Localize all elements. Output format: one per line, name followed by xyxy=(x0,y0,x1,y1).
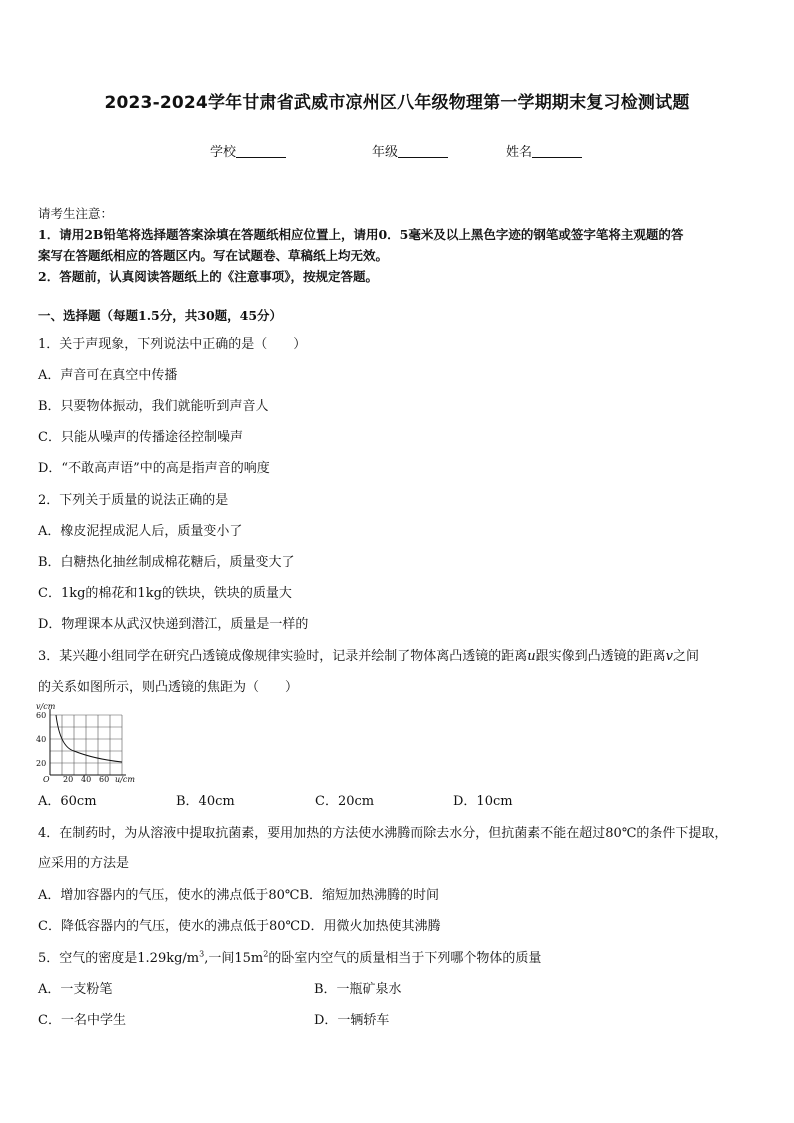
document-title: 2023-2024学年甘肃省武威市凉州区八年级物理第一学期期末复习检测试题 xyxy=(104,93,690,113)
question-2-option-a: A．橡皮泥捏成泥人后，质量变小了 xyxy=(38,524,243,539)
question-3-option-b: B．40cm xyxy=(176,794,235,809)
school-blank xyxy=(236,144,286,158)
question-1-option-d: D．“不敢高声语”中的高是指声音的响度 xyxy=(38,461,270,476)
question-5-option-b: B．一瓶矿泉水 xyxy=(314,982,402,997)
question-5-option-c: C．一名中学生 xyxy=(38,1013,126,1028)
question-5-stem xyxy=(38,947,541,966)
question-5-option-d: D．一辆轿车 xyxy=(314,1013,390,1028)
question-1-option-c: C．只能从噪声的传播途径控制噪声 xyxy=(38,430,243,445)
graph-ytick-60: 60 xyxy=(36,711,47,720)
q3-var-v: v xyxy=(665,649,674,664)
grade-label: 年级 xyxy=(372,145,399,160)
name-field xyxy=(506,141,582,160)
graph-ytick-40: 40 xyxy=(36,735,47,744)
q5-stem-part-b: ,一间15m xyxy=(204,951,264,966)
question-2-stem: 2．下列关于质量的说法正确的是 xyxy=(38,493,229,508)
notice-heading: 请考生注意： xyxy=(38,206,114,221)
q3-stem-part-b: 跟实像到凸透镜的距离 xyxy=(535,649,666,664)
question-3-stem-line-2: 的关系如图所示，则凸透镜的焦距为（ ） xyxy=(38,680,299,695)
question-3-stem-line-1 xyxy=(38,645,699,664)
q5-superscript-1: 3 xyxy=(199,949,205,959)
graph-xtick-40: 40 xyxy=(81,775,92,784)
graph-ytick-20: 20 xyxy=(36,759,47,768)
section-heading: 一、选择题（每题1.5分，共30题，45分） xyxy=(38,308,283,323)
question-1-option-b: B．只要物体振动，我们就能听到声音人 xyxy=(38,399,269,414)
question-4-options-line-2: C．降低容器内的气压，使水的沸点低于80℃D．用微火加热使其沸腾 xyxy=(38,919,441,934)
notice-item-1-line-2: 案写在答题纸相应的答题区内。写在试题卷、草稿纸上均无效。 xyxy=(38,248,389,263)
question-5-option-a: A．一支粉笔 xyxy=(38,982,113,997)
question-3-option-d: D．10cm xyxy=(453,794,513,809)
graph-xtick-20: 20 xyxy=(63,775,74,784)
question-2-option-b: B．白糖热化抽丝制成棉花糖后，质量变大了 xyxy=(38,555,295,570)
exam-notice xyxy=(38,203,758,287)
question-1-option-a: A．声音可在真空中传播 xyxy=(38,368,178,383)
question-4-options-line-1: A．增加容器内的气压，使水的沸点低于80℃B．缩短加热沸腾的时间 xyxy=(38,888,440,903)
grade-blank xyxy=(398,144,448,158)
q3-stem-part-c: 之间 xyxy=(673,649,700,664)
name-blank xyxy=(532,144,582,158)
graph-ylabel: v/cm xyxy=(36,703,56,711)
q3-var-u: u xyxy=(527,649,536,664)
question-2-option-c: C．1kg的棉花和1kg的铁块，铁块的质量大 xyxy=(38,586,292,601)
name-label: 姓名 xyxy=(506,145,533,160)
notice-item-2: 2．答题前，认真阅读答题纸上的《注意事项》，按规定答题。 xyxy=(38,269,378,284)
question-3-option-a: A．60cm xyxy=(38,794,97,809)
grade-field xyxy=(372,141,448,160)
question-2-option-d: D．物理课本从武汉快递到潜江，质量是一样的 xyxy=(38,617,309,632)
question-1-stem: 1．关于声现象，下列说法中正确的是（ ） xyxy=(38,337,307,352)
notice-item-1-line-1: 1．请用2B铅笔将选择题答案涂填在答题纸相应位置上，请用0．5毫米及以上黑色字迹的钢笔或签字笔将主观题的答 xyxy=(38,227,684,242)
question-3-option-c: C．20cm xyxy=(315,794,375,809)
q3-uv-graph xyxy=(30,703,140,785)
school-label: 学校 xyxy=(210,145,237,160)
school-field xyxy=(210,141,286,160)
q5-stem-part-c: 的卧室内空气的质量相当于下列哪个物体的质量 xyxy=(268,951,542,966)
question-4-stem-line-1: 4．在制药时，为从溶液中提取抗菌素，要用加热的方法使水沸腾而除去水分，但抗菌素不能在超过80℃的条件下提取， xyxy=(38,826,728,841)
q3-stem-part-a: 3．某兴趣小组同学在研究凸透镜成像规律实验时，记录并绘制了物体离凸透镜的距离 xyxy=(38,649,528,664)
graph-xlabel: u/cm xyxy=(115,775,135,784)
question-4-stem-line-2: 应采用的方法是 xyxy=(38,856,130,871)
uv-curve xyxy=(56,715,122,762)
q5-stem-part-a: 5．空气的密度是1.29kg/m xyxy=(38,951,200,966)
graph-origin: O xyxy=(43,775,50,784)
graph-xtick-60: 60 xyxy=(99,775,110,784)
q5-superscript-2: 2 xyxy=(263,949,269,959)
